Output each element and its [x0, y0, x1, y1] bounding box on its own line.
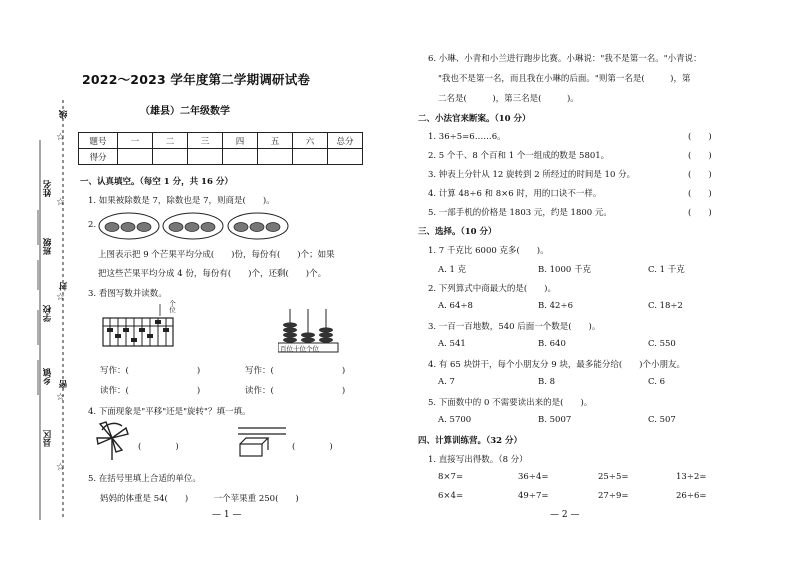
exam-subtitle: （雄县）二年级数学: [140, 106, 230, 117]
score-input-cell[interactable]: [328, 149, 363, 165]
choice-question: 5. 下面数中的 0 不需要读出来的是( )。: [428, 398, 593, 408]
judge-answer[interactable]: ( ): [688, 151, 712, 161]
score-input-cell[interactable]: [188, 149, 223, 165]
score-header-cell: 三: [188, 133, 223, 149]
windmill-image: [92, 418, 132, 462]
question-6-line-3: 二名是( )，第三名是( )。: [438, 94, 579, 104]
calc-item[interactable]: 36÷4=: [518, 472, 549, 482]
choice-question: 1. 7 千克比 6000 克多( )。: [428, 246, 549, 256]
score-header-cell: 四: [223, 133, 258, 149]
page-number-2: — 2 —: [550, 510, 580, 520]
judge-item: 4. 计算 48÷6 和 8×6 时，用的口诀不一样。: [428, 189, 602, 199]
choice-option-b[interactable]: B. 1000 千克: [538, 265, 591, 275]
calc-item[interactable]: 6×4=: [438, 491, 464, 501]
choice-option-c[interactable]: C. 550: [648, 339, 676, 349]
question-6-line-2: "我也不是第一名，而且我在小琳的后面。"则第一名是( )，第: [438, 74, 691, 84]
judge-item: 2. 5 个千、8 个百和 1 个一组成的数是 5801。: [428, 151, 610, 161]
score-header-cell: 一: [118, 133, 153, 149]
score-header-cell: 六: [293, 133, 328, 149]
question-5-line: 妈妈的体重是 54( ) 一个苹果重 250( ): [100, 494, 299, 504]
abacus-left-label: 个位: [168, 300, 176, 313]
score-table: [78, 132, 363, 165]
score-header-cell: 五: [258, 133, 293, 149]
calc-item[interactable]: 49÷7=: [518, 491, 549, 501]
calc-item[interactable]: 27÷9=: [598, 491, 629, 501]
mango-groups-image: [98, 210, 293, 242]
question-2-line-1: 上图表示把 9 个芒果平均分成( )份，每份有( )个；如果: [98, 250, 335, 260]
choice-option-b[interactable]: B. 8: [538, 377, 556, 387]
choice-question: 4. 有 65 块饼干，每个小朋友分 9 块，最多能分给( )个小朋友。: [428, 360, 685, 370]
svg-text:☆: ☆: [56, 292, 65, 303]
write-answer-1[interactable]: 写作：( ): [100, 366, 201, 376]
question-6-line-1: 6. 小琳、小青和小兰进行跑步比赛。小琳说："我不是第一名。"小青说：: [428, 54, 702, 64]
binding-label-name: 姓名: [43, 180, 53, 197]
score-input-cell[interactable]: [153, 149, 188, 165]
svg-text:☆: ☆: [56, 462, 65, 473]
judge-answer[interactable]: ( ): [688, 189, 712, 199]
choice-option-a[interactable]: A. 64÷8: [438, 301, 473, 311]
choice-option-b[interactable]: B. 640: [538, 339, 566, 349]
choice-option-c[interactable]: C. 6: [648, 377, 666, 387]
svg-text:☆: ☆: [56, 197, 65, 208]
exam-title: 2022～2023 学年度第二学期调研试卷: [82, 72, 311, 87]
read-answer-1[interactable]: 读作：( ): [100, 386, 201, 396]
choice-option-b[interactable]: B. 42÷6: [538, 301, 573, 311]
score-input-cell[interactable]: [223, 149, 258, 165]
svg-text:☆: ☆: [56, 132, 65, 143]
binding-label-feng: 封: [59, 282, 69, 291]
read-answer-2[interactable]: 读作：( ): [245, 386, 346, 396]
drawer-image: [228, 422, 288, 462]
score-row-label: 得分: [79, 149, 118, 165]
choice-option-a[interactable]: A. 7: [438, 377, 455, 387]
judge-answer[interactable]: ( ): [688, 170, 712, 180]
choice-option-a[interactable]: A. 1 克: [438, 265, 467, 275]
choice-option-c[interactable]: C. 1 千克: [648, 265, 685, 275]
binding-label-town: 乡镇: [43, 368, 53, 385]
section-1-title: 一、认真填空。（每空 1 分，共 16 分）: [80, 177, 233, 187]
judge-answer[interactable]: ( ): [688, 208, 712, 218]
question-2-number: 2.: [88, 220, 97, 230]
section-4-title: 四、计算训练营。（32 分）: [418, 436, 523, 446]
judge-item: 3. 钟表上分针从 12 旋转到 2 所经过的时间是 10 分。: [428, 170, 636, 180]
binding-label-xian: 线: [59, 110, 69, 119]
choice-option-a[interactable]: A. 541: [438, 339, 466, 349]
calc-item[interactable]: 25÷5=: [598, 472, 629, 482]
question-4-answer-1[interactable]: ( ): [138, 442, 179, 452]
section-4-question-1: 1. 直接写出得数。（8 分）: [428, 455, 528, 465]
abacus-right-label: 百位十位个位: [280, 345, 319, 353]
question-4-answer-2[interactable]: ( ): [292, 442, 333, 452]
score-header-cell: 题号: [79, 133, 118, 149]
choice-option-b[interactable]: B. 5007: [538, 415, 572, 425]
choice-option-a[interactable]: A. 5700: [438, 415, 472, 425]
calc-item[interactable]: 26÷6=: [676, 491, 707, 501]
judge-item: 5. 一部手机的价格是 1803 元，约是 1800 元。: [428, 208, 612, 218]
choice-option-c[interactable]: C. 18÷2: [648, 301, 683, 311]
question-4: 4. 下面现象是"平移"还是"旋转"？填一填。: [88, 407, 251, 417]
choice-option-c[interactable]: C. 507: [648, 415, 676, 425]
choice-question: 2. 下列算式中商最大的是( )。: [428, 284, 556, 294]
judge-item: 1. 36÷5=6……6。: [428, 132, 506, 142]
calc-item[interactable]: 8×7=: [438, 472, 464, 482]
section-2-title: 二、小法官来断案。（10 分）: [418, 114, 531, 124]
page-number-1: — 1 —: [212, 510, 242, 520]
score-input-cell[interactable]: [293, 149, 328, 165]
binding-label-class: 班级: [43, 238, 53, 255]
judge-answer[interactable]: ( ): [688, 132, 712, 142]
score-header-cell: 总分: [328, 133, 363, 149]
question-2-line-2: 把这些芒果平均分成 4 份，每份有( )个，还剩( )个。: [98, 269, 327, 279]
binding-label-school: 学校: [43, 305, 53, 322]
question-3: 3. 看图写数并读数。: [88, 289, 167, 299]
score-input-cell[interactable]: [258, 149, 293, 165]
section-3-title: 三、选择。（10 分）: [418, 227, 497, 237]
write-answer-2[interactable]: 写作：( ): [245, 366, 346, 376]
score-header-cell: 二: [153, 133, 188, 149]
question-5: 5. 在括号里填上合适的单位。: [88, 474, 201, 484]
binding-label-mi: 密: [59, 380, 69, 389]
binding-label-county: 县区: [43, 430, 53, 447]
calc-item[interactable]: 13÷2=: [676, 472, 707, 482]
choice-question: 3. 一百一百地数，540 后面一个数是( )。: [428, 322, 601, 332]
question-1: 1. 如果被除数是 7，除数也是 7，则商是( )。: [88, 196, 275, 206]
svg-text:☆: ☆: [56, 392, 65, 403]
score-input-cell[interactable]: [118, 149, 153, 165]
